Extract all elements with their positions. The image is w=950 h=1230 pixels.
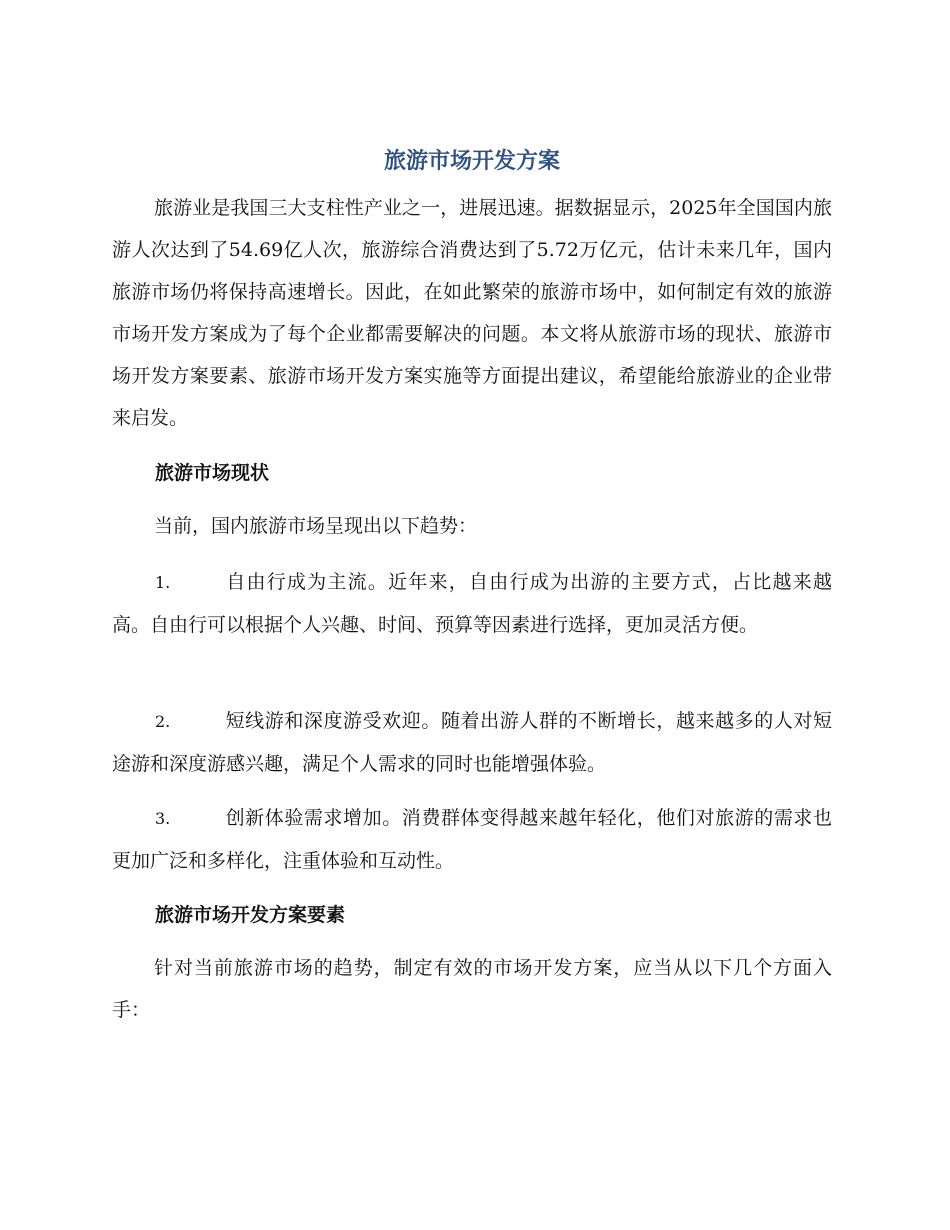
section2-lead-paragraph: 针对当前旅游市场的趋势，制定有效的市场开发方案，应当从以下几个方面入手： [112,957,832,1021]
section1-lead-paragraph: 当前，国内旅游市场呈现出以下趋势： [154,515,478,537]
list-item-number: 1. [155,573,171,592]
list-item [112,700,832,785]
intro-paragraph: 旅游业是我国三大支柱性产业之一，进展迅速。据数据显示，2025年全国国内旅游人次达到了54.69亿人次，旅游综合消费达到了5.72万亿元，估计未来几年，国内旅游市场仍将保持高速增长。因此，在如此繁荣的旅游市场中，如何制定有效的旅游市场开发方案成为了每个企业都需要解决的问题。本文将从旅游市场的现状、旅游市场开发方案要素、旅游市场开发方案实施等方面提出建议，希望能给旅游业的企业带来启发。 [112,197,832,429]
list-item-text: 自由行成为主流。近年来，自由行成为出游的主要方式，占比越来越高。自由行可以根据个人兴趣、时间、预算等因素进行选择，更加灵活方便。 [112,571,832,636]
section-heading-market-status: 旅游市场现状 [155,462,270,484]
list-item-text: 短线游和深度游受欢迎。随着出游人群的不断增长，越来越多的人对短途游和深度游感兴趣，满足个人需求的同时也能增强体验。 [112,710,832,775]
document-title: 旅游市场开发方案 [383,149,560,174]
list-item [112,561,832,646]
list-item-number: 2. [155,712,171,731]
list-item [112,797,832,882]
section-heading-plan-elements: 旅游市场开发方案要素 [155,904,346,926]
list-item-number: 3. [155,809,171,828]
list-item-text: 创新体验需求增加。消费群体变得越来越年轻化，他们对旅游的需求也更加广泛和多样化，注重体验和互动性。 [112,807,832,872]
